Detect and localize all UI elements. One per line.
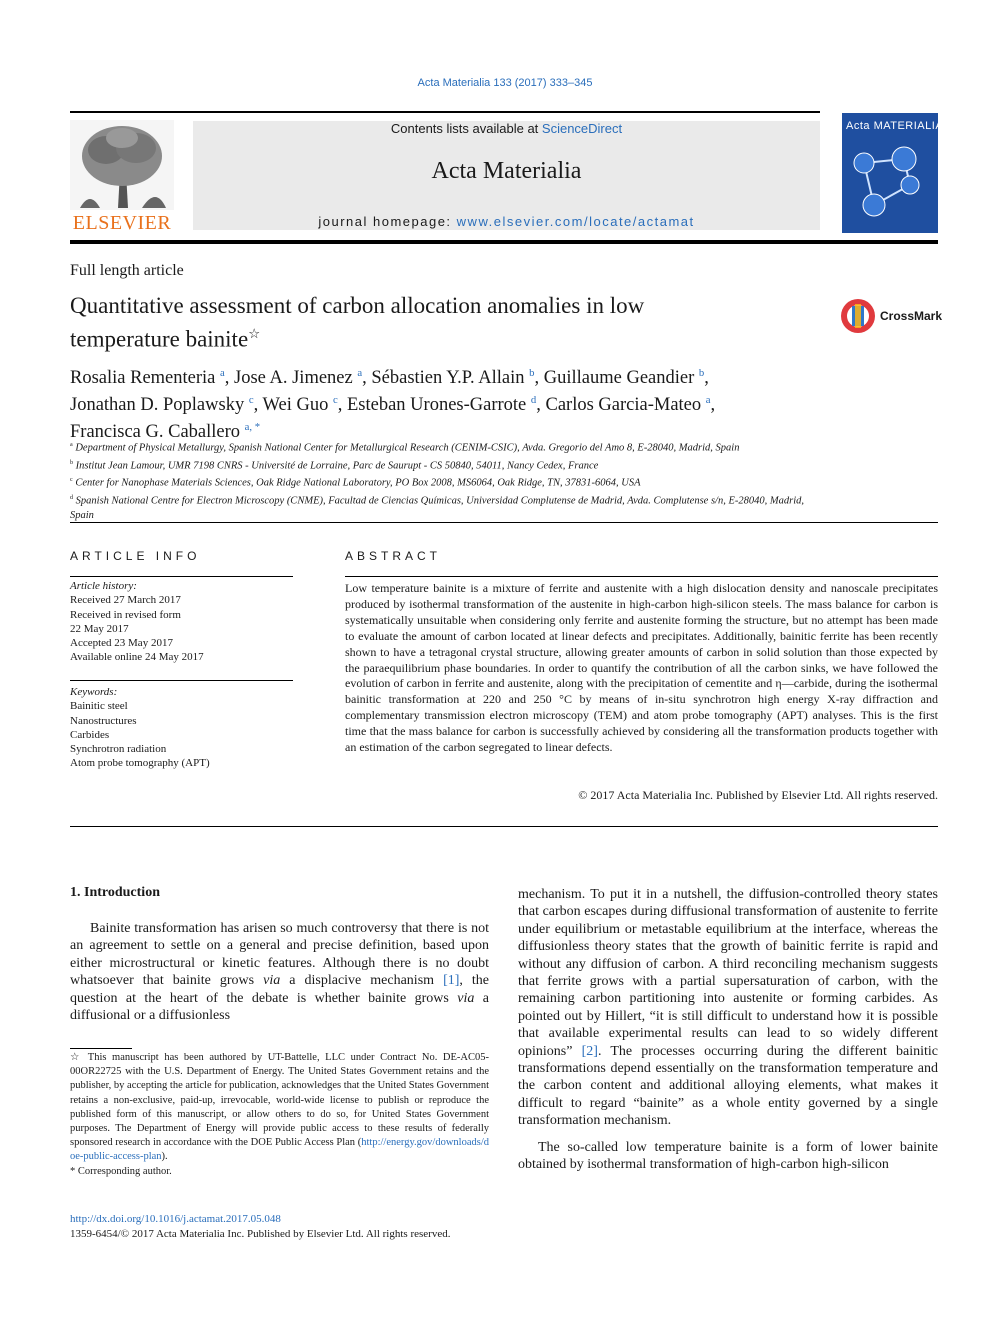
footnote-text: ☆ This manuscript has been authored by UT-Battelle, LLC under Contract No. DE-AC05-00OR22725 with the U.S. Department of Energy. The United States Government retains and the publisher, by accepting the article for publication, acknowledges that the United States Government retains a non-exclusive, paid-up, irrevocable, world-wide license to publish or reproduce the published form of this manuscript, or allow others to do so, for United States Government purposes. The Department of Energy will provide public access to these results of federally sponsored research in accordance with the DOE Public Access Plan ( — [70, 1052, 489, 1149]
author-name[interactable]: Wei Guo — [262, 395, 329, 416]
history-item: Received in revised form — [70, 608, 181, 621]
reference-link-1[interactable]: [1] — [443, 973, 460, 989]
crossmark-label[interactable]: CrossMark — [880, 309, 943, 323]
keywords — [70, 685, 293, 771]
author-separator: , — [536, 395, 546, 416]
text-run: a diffusional or a diffusionless — [70, 990, 490, 1024]
article-type: Full length article — [70, 262, 184, 279]
keyword-item: Atom probe tomography (APT) — [70, 757, 210, 770]
doe-access-link[interactable]: http://energy.gov/downloads/doe-public-access-plan — [70, 1137, 489, 1163]
affiliation-text: Institut Jean Lamour, UMR 7198 CNRS - Université de Lorraine, Parc de Saurupt - CS 50840, 54011, Nancy Cedex, France — [75, 460, 599, 472]
keywords-label: Keywords: — [70, 686, 118, 698]
funding-footnote — [70, 1051, 489, 1165]
author-name[interactable]: Rosalia Rementeria — [70, 368, 216, 389]
sciencedirect-link[interactable]: ScienceDirect — [541, 121, 623, 136]
abstract-copyright: © 2017 Acta Materialia Inc. Published by Elsevier Ltd. All rights reserved. — [578, 788, 938, 802]
author-affiliation-mark[interactable]: a — [705, 394, 711, 407]
author-separator: , — [710, 395, 716, 416]
abstract-heading: ABSTRACT — [345, 549, 442, 563]
affiliation-mark: c — [70, 477, 73, 484]
footnote-rule — [70, 1048, 132, 1049]
text-run: Bainite transformation has arisen so much controversy that there is not an agreement to settle on a general and precise definition, based upon either microstructural or kinetic features. Although there is no doubt whatsoever that bainite grows — [70, 921, 489, 989]
affiliation-item — [70, 473, 830, 491]
homepage-line — [193, 214, 820, 229]
doi-link[interactable]: http://dx.doi.org/10.1016/j.actamat.2017.05.048 — [70, 1213, 281, 1225]
history-item: Available online 24 May 2017 — [70, 651, 204, 664]
author-name[interactable]: Carlos Garcia-Mateo — [545, 395, 702, 416]
history-label: Article history: — [70, 580, 137, 592]
intro-paragraph-1 — [70, 920, 489, 1024]
title-footnote-mark[interactable]: ☆ — [248, 326, 261, 341]
affiliation-text: Spanish National Centre for Electron Microscopy (CNME), Facultad de Ciencias Químicas, Universidad Complutense de Madrid, Avda. Complutense s/n, E-28040, Madrid, Spain — [70, 495, 804, 521]
history-item: Received 27 March 2017 — [70, 594, 181, 607]
author-separator: , — [704, 368, 709, 389]
contents-prefix: Contents lists available at — [390, 121, 542, 136]
intro-paragraph-2: The so-called low temperature bainite is a form of lower bainite obtained by isothermal transformation of high-carbon high-silicon — [518, 1139, 938, 1173]
text-italic: via — [263, 973, 281, 989]
reference-link-2[interactable]: [2] — [581, 1043, 598, 1059]
text-run: mechanism. To put it in a nutshell, the diffusion-controlled theory states that carbon escapes during diffusional transformation of austenite to ferrite under equilibrium or metastable equilibrium at the interface, whereas the diffusionless theory states that the growth of bainitic ferrite is rapid and without any diffusion of carbon. A third reconciling mechanism suggests that ferrite grows with a partial supersaturation of carbon, with the remaining carbon partitioning into austenite or forming carbides. As pointed out by Hillert, “it is still difficult to understand how it is possible that available experimental results can lead to so widely different opinions” — [518, 887, 938, 1059]
intro-paragraph-1-cont — [518, 886, 938, 1130]
author-list — [70, 362, 938, 443]
footnote-text-end: ). — [161, 1151, 168, 1163]
intro-heading: 1. Introduction — [70, 885, 160, 900]
keyword-item: Nanostructures — [70, 714, 137, 727]
keyword-item: Bainitic steel — [70, 700, 128, 713]
article-history — [70, 579, 293, 665]
keywords-list — [70, 699, 293, 770]
keyword-item: Carbides — [70, 728, 110, 741]
author-affiliation-mark[interactable]: a — [220, 367, 225, 379]
affiliation-text: Center for Nanophase Materials Sciences, Oak Ridge National Laboratory, PO Box 2008, MS6064, Oak Ridge, TN, 37831-6064, USA — [75, 477, 641, 489]
elsevier-wordmark: ELSEVIER — [72, 212, 172, 234]
article-info-heading: ARTICLE INFO — [70, 549, 201, 563]
intro-right-column — [518, 886, 938, 1174]
author-separator: , — [253, 395, 263, 416]
header-rule — [70, 240, 938, 244]
author-name[interactable]: Guillaume Geandier — [543, 368, 695, 389]
affiliations — [70, 438, 830, 523]
author-separator: , — [362, 368, 372, 389]
author-affiliation-mark[interactable]: b — [698, 367, 705, 379]
section-rule — [70, 522, 938, 523]
homepage-prefix: journal homepage: — [318, 214, 457, 229]
history-list — [70, 593, 293, 664]
abstract-rule — [345, 576, 938, 577]
author-name[interactable]: Jose A. Jimenez — [234, 368, 353, 389]
affiliation-mark: d — [70, 495, 74, 502]
text-italic: via — [457, 990, 475, 1006]
history-item: 22 May 2017 — [70, 622, 129, 635]
author-separator: , — [337, 395, 347, 416]
top-rule — [70, 111, 820, 113]
title-line-1: Quantitative assessment of carbon allocation anomalies in low — [70, 293, 645, 318]
keyword-item: Synchrotron radiation — [70, 743, 167, 756]
text-run: a displacive mechanism — [280, 973, 444, 989]
title-line-2: temperature bainite — [70, 326, 249, 352]
author-name[interactable]: Esteban Urones-Garrote — [346, 395, 527, 416]
corresponding-author-note: * Corresponding author. — [70, 1165, 172, 1177]
affiliation-text: Department of Physical Metallurgy, Spanish National Center for Metallurgical Research (CENIM-CSIC), Avda. Gregorio del Amo 8, E-28040, Madrid, Spain — [75, 442, 740, 454]
affiliation-item — [70, 438, 830, 456]
author-affiliation-mark[interactable]: b — [529, 367, 535, 379]
text-run: , the question at the heart of the debate is whether bainite grows — [70, 973, 490, 1006]
author-affiliation-mark[interactable]: d — [530, 394, 537, 407]
footnotes — [70, 1051, 489, 1179]
article-title — [70, 292, 810, 354]
journal-citation[interactable]: Acta Materialia 133 (2017) 333–345 — [417, 77, 593, 89]
affiliation-mark: a — [70, 442, 73, 448]
text-run: . The processes occurring during the different bainitic transformations depend essentially on the transformation temperature and the carbon content and additional alloying elements, what makes it difficult to regard “bainite” as a whole entity governed by a single transformation mechanism. — [518, 1043, 938, 1129]
keywords-rule — [70, 680, 293, 681]
doi-block — [70, 1212, 450, 1242]
author-affiliation-mark[interactable]: a, * — [244, 421, 261, 434]
article-info-rule — [70, 576, 293, 577]
history-item: Accepted 23 May 2017 — [70, 637, 173, 650]
author-name[interactable]: Sébastien Y.P. Allain — [371, 368, 525, 389]
author-name[interactable]: Francisca G. Caballero — [70, 422, 241, 443]
journal-name: Acta Materialia — [431, 158, 582, 184]
author-affiliation-mark[interactable]: a — [357, 367, 363, 379]
author-separator: , — [534, 368, 544, 389]
issn-line: 1359-6454/© 2017 Acta Materialia Inc. Published by Elsevier Ltd. All rights reserved. — [70, 1228, 451, 1240]
cover-title: Acta MATERIALIA — [846, 120, 944, 132]
contents-line — [193, 121, 820, 136]
section-rule-bottom — [70, 826, 938, 827]
author-name[interactable]: Jonathan D. Poplawsky — [70, 395, 245, 416]
affiliation-item — [70, 456, 830, 474]
intro-left-column — [70, 920, 489, 1024]
author-affiliation-mark[interactable]: c — [248, 394, 254, 407]
abstract-text: Low temperature bainite is a mixture of ferrite and austenite with a high dislocation density and nanoscale precipitates produced by isothermal transformation of the austenite in high-carbon high-silicon steels. The mass balance for carbon is systematically unsuitable when considering only ferrite and austenite forming the structure, but no attempt has been made to evaluate the amount of carbon located at linear defects and precipitates. Additionally, bainitic ferrite has been recently shown to have a tetragonal crystal structure, allowing greater amounts of carbon in solid solution than those expected by the paraequilibrium phase boundaries. In order to quantify the contribution of all the carbon sinks, we have followed the evolution of carbon in ferrite and austenite, along with the precipitation of cementite and η—carbide, during the isothermal bainitic transformation at 220 and 250 °C by means of in-situ synchrotron high energy X-ray diffraction and complementary transmission electron microscopy (TEM) and atom probe tomography (APT) analyses. This is the first time that the mass balance for carbon is successfully achieved by considering all the transformation products together with an estimation of the carbon segregated to linear defects. — [345, 581, 938, 755]
affiliation-mark: b — [70, 459, 74, 466]
author-affiliation-mark[interactable]: c — [332, 394, 338, 407]
homepage-link[interactable]: www.elsevier.com/locate/actamat — [456, 214, 695, 229]
author-separator: , — [224, 368, 235, 389]
affiliation-item — [70, 491, 830, 523]
